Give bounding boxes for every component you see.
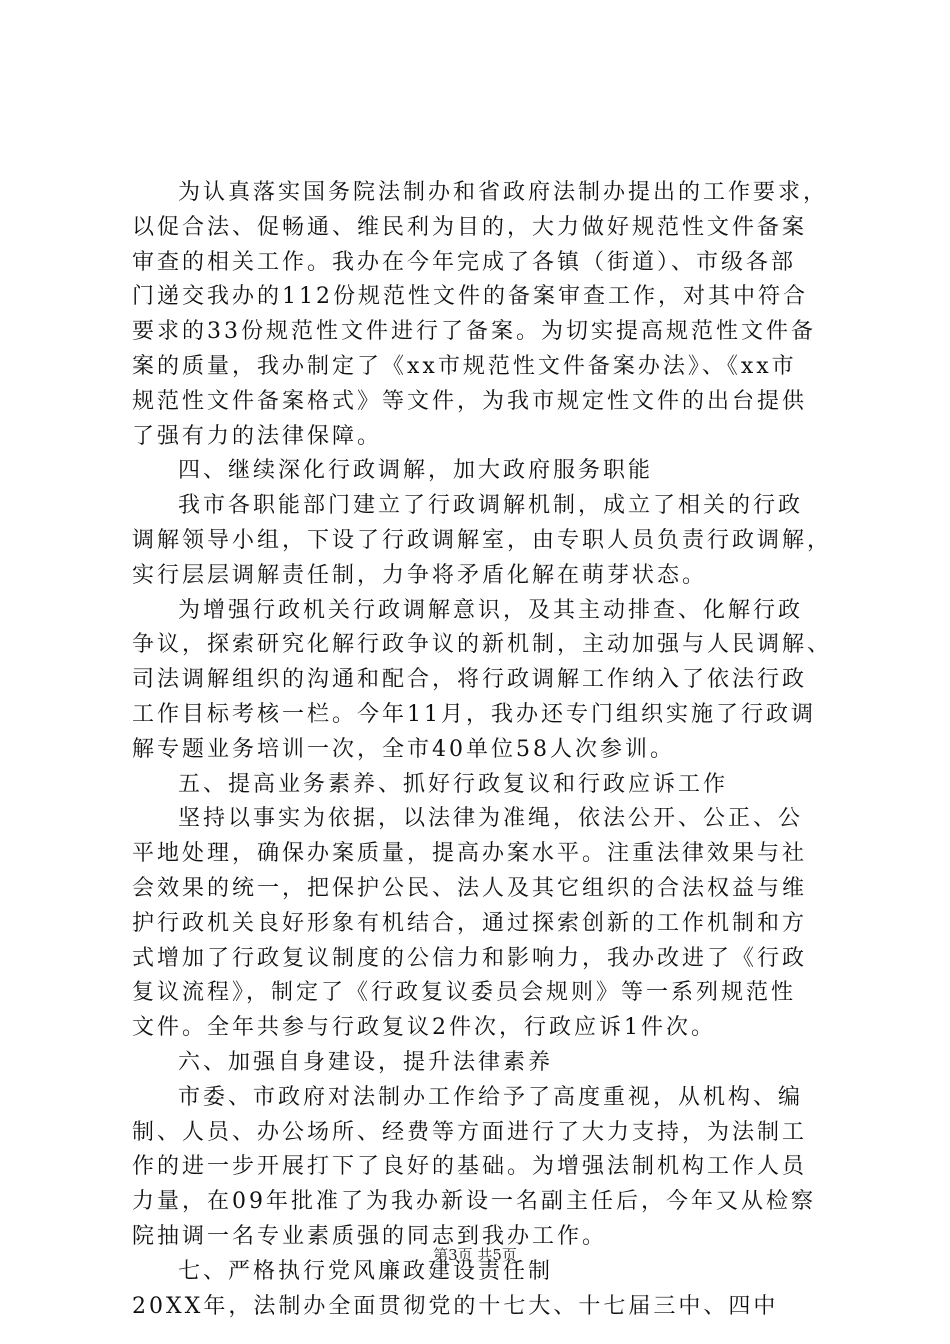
text-line: 我市各职能部门建立了行政调解机制，成立了相关的行政 [178, 493, 804, 519]
text-line: 司法调解组织的沟通和配合，将行政调解工作纳入了依法行政 [132, 667, 808, 693]
text-line: 会效果的统一，把保护公民、法人及其它组织的合法权益与维 [132, 875, 808, 901]
text-line: 四、继续深化行政调解，加大政府服务职能 [178, 458, 654, 484]
text-line: 案的质量，我办制定了《xx市规范性文件备案办法》、《xx市 [132, 353, 797, 379]
text-line: 争议，探索研究化解行政争议的新机制，主动加强与人民调解、 [132, 632, 833, 658]
text-line: 文件。全年共参与行政复议2件次，行政应诉1件次。 [132, 1015, 716, 1041]
text-line: 以促合法、促畅通、维民利为目的，大力做好规范性文件备案 [132, 214, 808, 240]
page-number-footer: 第3页 共5页 [433, 1246, 517, 1264]
text-line: 六、加强自身建设，提升法律素养 [178, 1049, 554, 1075]
text-line: 了强有力的法律保障。 [132, 423, 383, 449]
text-line: 20XX年，法制办全面贯彻党的十七大、十七届三中、四中 [132, 1293, 779, 1319]
text-line: 规范性文件备案格式》等文件，为我市规定性文件的出台提供 [132, 388, 808, 414]
text-line: 为认真落实国务院法制办和省政府法制办提出的工作要求， [178, 180, 829, 205]
text-line: 为增强行政机关行政调解意识，及其主动排查、化解行政 [178, 597, 804, 623]
text-line: 坚持以事实为依据，以法律为准绳，依法公开、公正、公 [178, 806, 804, 832]
text-line: 七、严格执行党风廉政建设责任制 [178, 1258, 554, 1284]
text-line: 市委、市政府对法制办工作给予了高度重视，从机构、编 [178, 1084, 804, 1110]
text-line: 解专题业务培训一次，全市40单位58人次参训。 [132, 736, 675, 762]
text-line: 实行层层调解责任制，力争将矛盾化解在萌芽状态。 [132, 562, 708, 588]
text-line: 平地处理，确保办案质量，提高办案水平。注重法律效果与社 [132, 841, 808, 867]
text-line: 调解领导小组，下设了行政调解室，由专职人员负责行政调解， [132, 527, 833, 553]
text-line: 院抽调一名专业素质强的同志到我办工作。 [132, 1223, 608, 1249]
text-line: 五、提高业务素养、抓好行政复议和行政应诉工作 [178, 771, 729, 797]
text-line: 门递交我办的112份规范性文件的备案审查工作，对其中符合 [132, 284, 808, 310]
text-line: 工作目标考核一栏。今年11月，我办还专门组织实施了行政调 [132, 701, 816, 727]
text-line: 作的进一步开展打下了良好的基础。为增强法制机构工作人员 [132, 1154, 808, 1180]
text-line: 式增加了行政复议制度的公信力和影响力，我办改进了《行政 [132, 945, 808, 971]
text-line: 复议流程》，制定了《行政复议委员会规则》等一系列规范性 [132, 980, 797, 1006]
text-line: 护行政机关良好形象有机结合，通过探索创新的工作机制和方 [132, 910, 808, 936]
document-body [132, 176, 832, 1324]
text-line: 要求的33份规范性文件进行了备案。为切实提高规范性文件备 [132, 319, 816, 345]
text-line: 审查的相关工作。我办在今年完成了各镇（街道）、市级各部 [132, 249, 797, 275]
text-line: 制、人员、办公场所、经费等方面进行了大力支持，为法制工 [132, 1119, 808, 1145]
text-line: 力量，在09年批准了为我办新设一名副主任后，今年又从检察 [132, 1189, 816, 1215]
